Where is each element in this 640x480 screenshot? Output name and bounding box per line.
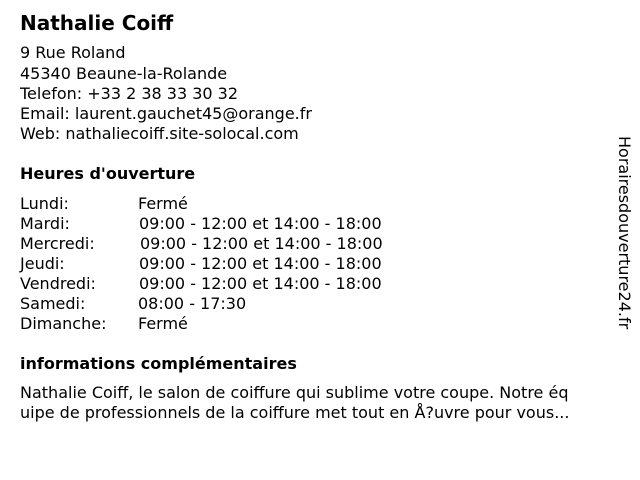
day-hours: 09:00 - 12:00 et 14:00 - 18:00 [139,254,382,273]
web-line: Web: nathaliecoiff.site-solocal.com [20,124,299,143]
hours-heading: Heures d'ouverture [20,164,196,183]
description-line: uipe de professionnels de la coiffure met tout en Å?uvre pour vous... [20,403,570,422]
site-watermark: Horairesdouverture24.fr [615,136,634,330]
day-hours: 08:00 - 17:30 [138,294,247,313]
day-hours: 09:00 - 12:00 et 14:00 - 18:00 [140,234,383,253]
business-name: Nathalie Coiff [20,11,174,35]
day-hours: 09:00 - 12:00 et 14:00 - 18:00 [139,274,382,293]
phone-line: Telefon: +33 2 38 33 30 32 [20,84,239,103]
email-line: Email: laurent.gauchet45@orange.fr [20,104,312,123]
hours-row-monday [20,194,440,214]
info-heading: informations complémentaires [20,354,297,373]
hours-row-tuesday [20,214,440,234]
day-label: Dimanche: [20,314,107,333]
address-street: 9 Rue Roland [20,43,126,62]
hours-row-saturday [20,294,440,314]
day-label: Mercredi: [20,234,95,253]
address-city: 45340 Beaune-la-Rolande [20,64,228,83]
day-hours: 09:00 - 12:00 et 14:00 - 18:00 [139,214,382,233]
day-label: Jeudi: [20,254,65,273]
day-label: Mardi: [20,214,70,233]
day-hours: Fermé [138,194,188,213]
hours-row-thursday [20,254,440,274]
day-label: Lundi: [20,194,69,213]
hours-row-friday [20,274,440,294]
hours-row-sunday [20,314,440,334]
description-line: Nathalie Coiff, le salon de coiffure qui sublime votre coupe. Notre éq [20,383,569,402]
business-description [20,383,620,423]
day-label: Vendredi: [20,274,96,293]
day-label: Samedi: [20,294,86,313]
hours-row-wednesday [20,234,440,254]
day-hours: Fermé [138,314,188,333]
